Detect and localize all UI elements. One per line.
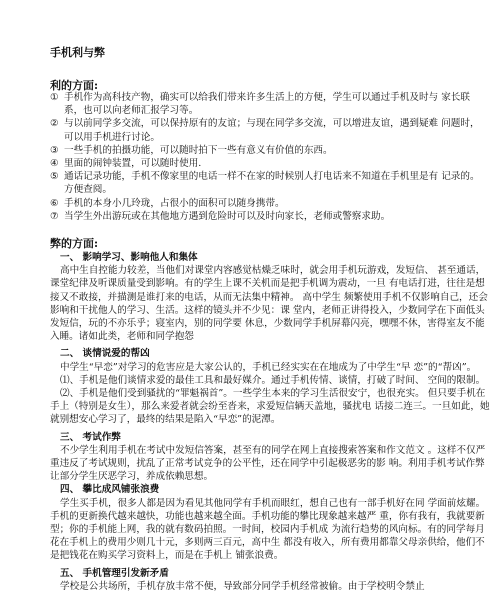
- cons-section: [50, 483, 490, 562]
- cons-section-paragraph: 高中生自控能力较差，当他们对课堂内容感觉枯燥乏味时，就会用手机玩游戏，发短信、 甚至通话，课堂纪律及听课质量受到影响。有的学生上课不关机而是把手机调为震动，一旦 有电话打进，往往是想接又不敢接，并描测是谁打来的电话，从而无法集中精神。 高中学生 频繁使用手机不仅影响自己，还会影响和干扰他人的学习、生活。这样的镜头并不少见：课 堂内，老师正讲得投入，少数同学在下面低头发短信，玩的不亦乐乎；寝室内，别的同学要 休息，少数同学手机屏幕闪亮，嘿嘿不休，害得室友不能入睡。诸如此类，老师和同学抱怨: [50, 265, 488, 343]
- pros-heading: 利的方面:: [50, 79, 99, 92]
- cons-section-title: 四、 攀比成风铺张浪费: [60, 484, 160, 496]
- pros-item-text: 通话记录功能，手机不像家里的电话一样不在家的时候别人打电话来不知道在手机里是有 记录的。方便查阅。: [64, 171, 480, 196]
- pros-item-number: ⑦: [50, 210, 59, 222]
- pros-item-text: 手机作为高科技产物，确实可以给我们带来许多生活上的方便，学生可以通过手机及时与 家长联系，也可以向老师汇报学习等。: [64, 92, 470, 117]
- cons-section-paragraph: 学校是公共场所，手机存放丰常不便，导致部分同学手机经常被偷。由于学校明令禁止: [60, 580, 425, 592]
- pros-item-text: 当学生外出游玩或在其他地方遇到危险时可以及时向家长，老师或警察求助。: [64, 210, 391, 222]
- pros-item: [50, 144, 482, 157]
- cons-section-title: 五、 手机管理引发新矛盾: [60, 567, 169, 579]
- cons-section: [50, 347, 490, 426]
- cons-heading: 弊的方面:: [50, 237, 99, 250]
- pros-item: [50, 91, 482, 117]
- pros-item: [50, 170, 482, 196]
- cons-section-paragraph: ⑵、手机是他们受到骚扰的“罪魁祸首”。一些学生本来的学习生活很安宁，也很充实。 但只要手机在手上（特别是女生），那么来爱者就会纷至沓来，求爱短信辆天盖地，骚扰电 话接二连三。一旦如此，她就别想安心学习了，最终的结果是陷入“早恋”的泥潭。: [50, 388, 490, 426]
- cons-section: [50, 567, 490, 593]
- pros-item-number: ③: [50, 144, 59, 156]
- cons-section: [50, 251, 490, 343]
- pros-item: [50, 210, 482, 223]
- cons-section: [50, 431, 490, 484]
- pros-item-number: ①: [50, 92, 59, 103]
- pros-item-text: 与以前同学多交流，可以保持原有的友谊；与现在同学多交流，可以增进友谊，遇到疑难 问题时，可以用手机进行讨论。: [64, 118, 480, 143]
- pros-item-text: 里面的闹钟装置，可以随时使用.: [64, 158, 202, 170]
- cons-section-paragraph: 学生买手机，很多人都是因为看见其他同学有手机而眼红，想自己也有一部手机好在同 学面前炫耀。手机的更新换代越来越快，功能也越来越全面。手机功能的攀比现象越来越严 重，你有我有，我就要新型；你的手机能上网，我的就有数码拍照。一时间，校园内手机成 为流行趋势的风向标。有的同学每月花在手机上的费用少则几十元，多则两三百元，高中生 都没有收入，所有费用都靠父母亲供给，他们不是把钱花在购买学习资料上，而是在手机上 铺张浪费。: [50, 497, 486, 562]
- cons-section-title: 一、 影响学习、影响他人和集体: [60, 252, 198, 263]
- pros-item: [50, 117, 482, 143]
- pros-item: [50, 157, 482, 170]
- cons-section-paragraph: ⑴、手机是他们谈情求爱的最佳工具和最好媒介。通过手机传情、谈情，打破了时间、 空间的限制。: [60, 374, 486, 386]
- cons-section-paragraph: 不少学生利用手机在考试中发短信答案，甚至有的同学在网上直接搜索答案和作文范文 。这样不仅严重违反了考试规则，扰乱了正常考试竞争的公平性，还在同学中引起极恶劣的影 响。利用手机考试作弊让部分学生厌恶学习，养成依赖思想。: [50, 444, 486, 483]
- pros-item-text: 手机的本身小几玲珑，占很小的面积可以随身携带。: [64, 197, 285, 209]
- pros-item-text: 一些手机的拍摄功能，可以随时拍下一些有意义有价值的东西。: [64, 144, 333, 156]
- cons-section-paragraph: 中学生“早恋”对学习的危害应是大家公认的，手机已经实实在在地成为了中学生“早 恋”的“帮凶”。: [60, 361, 477, 373]
- pros-item-number: ②: [50, 118, 59, 130]
- document-title: 手机利与弊: [50, 46, 105, 59]
- pros-item: [50, 197, 482, 210]
- pros-item-number: ⑤: [50, 171, 59, 183]
- cons-section-title: 三、 考试作弊: [60, 431, 121, 443]
- pros-list: [50, 91, 482, 223]
- cons-section-title: 二、 谈情说爱的帮凶: [60, 348, 150, 360]
- pros-item-number: ⑥: [50, 197, 59, 209]
- cons-list: [50, 251, 490, 597]
- pros-item-number: ④: [50, 158, 59, 170]
